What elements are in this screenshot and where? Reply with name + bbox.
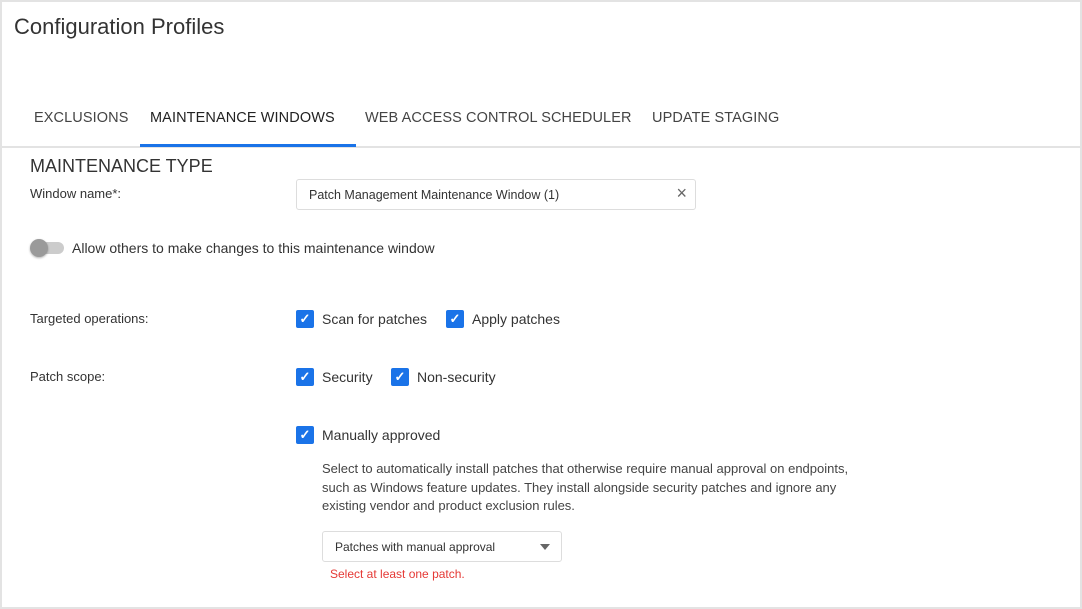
manually-approved-description: Select to automatically install patches that otherwise require manual approval on endpoints, such as Windows feature updates. They install alongside security patches and ignore any existing vendor and product exclusion rules. xyxy=(322,461,849,513)
checkbox-checked-icon: ✓ xyxy=(296,426,314,444)
checkbox-label: Non-security xyxy=(417,369,496,385)
targeted-operations-label: Targeted operations: xyxy=(30,311,149,326)
select-value: Patches with manual approval xyxy=(335,540,496,554)
apply-patches-checkbox[interactable] xyxy=(446,310,560,328)
scan-for-patches-checkbox[interactable] xyxy=(296,310,427,328)
allow-changes-toggle[interactable] xyxy=(30,240,64,256)
tab-maintenance-windows[interactable]: MAINTENANCE WINDOWS xyxy=(150,110,335,126)
tab-update-staging[interactable]: UPDATE STAGING xyxy=(652,110,780,126)
toggle-knob xyxy=(30,239,48,257)
allow-changes-label: Allow others to make changes to this maintenance window xyxy=(72,240,435,256)
window-name-input[interactable] xyxy=(296,179,696,210)
section-heading: MAINTENANCE TYPE xyxy=(30,156,213,176)
window-name-value: Patch Management Maintenance Window (1) xyxy=(309,188,560,202)
non-security-checkbox[interactable] xyxy=(391,368,496,386)
checkbox-checked-icon: ✓ xyxy=(296,368,314,386)
checkbox-label: Scan for patches xyxy=(322,311,428,327)
checkbox-label: Apply patches xyxy=(472,311,560,327)
manual-approval-select[interactable] xyxy=(322,531,562,562)
checkbox-checked-icon: ✓ xyxy=(446,310,464,328)
page-title: Configuration Profiles xyxy=(14,14,225,39)
checkbox-checked-icon: ✓ xyxy=(296,310,314,328)
tab-exclusions[interactable]: EXCLUSIONS xyxy=(34,110,129,126)
checkbox-label: Manually approved xyxy=(322,427,441,443)
security-checkbox[interactable] xyxy=(296,368,373,386)
validation-error: Select at least one patch. xyxy=(330,567,465,581)
patch-scope-label: Patch scope: xyxy=(30,369,106,384)
active-tab-indicator xyxy=(140,144,356,147)
checkbox-label: Security xyxy=(322,369,373,385)
clear-icon[interactable]: × xyxy=(676,183,687,203)
window-name-label: Window name*: xyxy=(30,186,122,201)
chevron-down-icon xyxy=(540,544,550,550)
manually-approved-checkbox[interactable] xyxy=(296,426,440,444)
checkbox-checked-icon: ✓ xyxy=(391,368,409,386)
tab-web-access-control-scheduler[interactable]: WEB ACCESS CONTROL SCHEDULER xyxy=(365,110,632,126)
